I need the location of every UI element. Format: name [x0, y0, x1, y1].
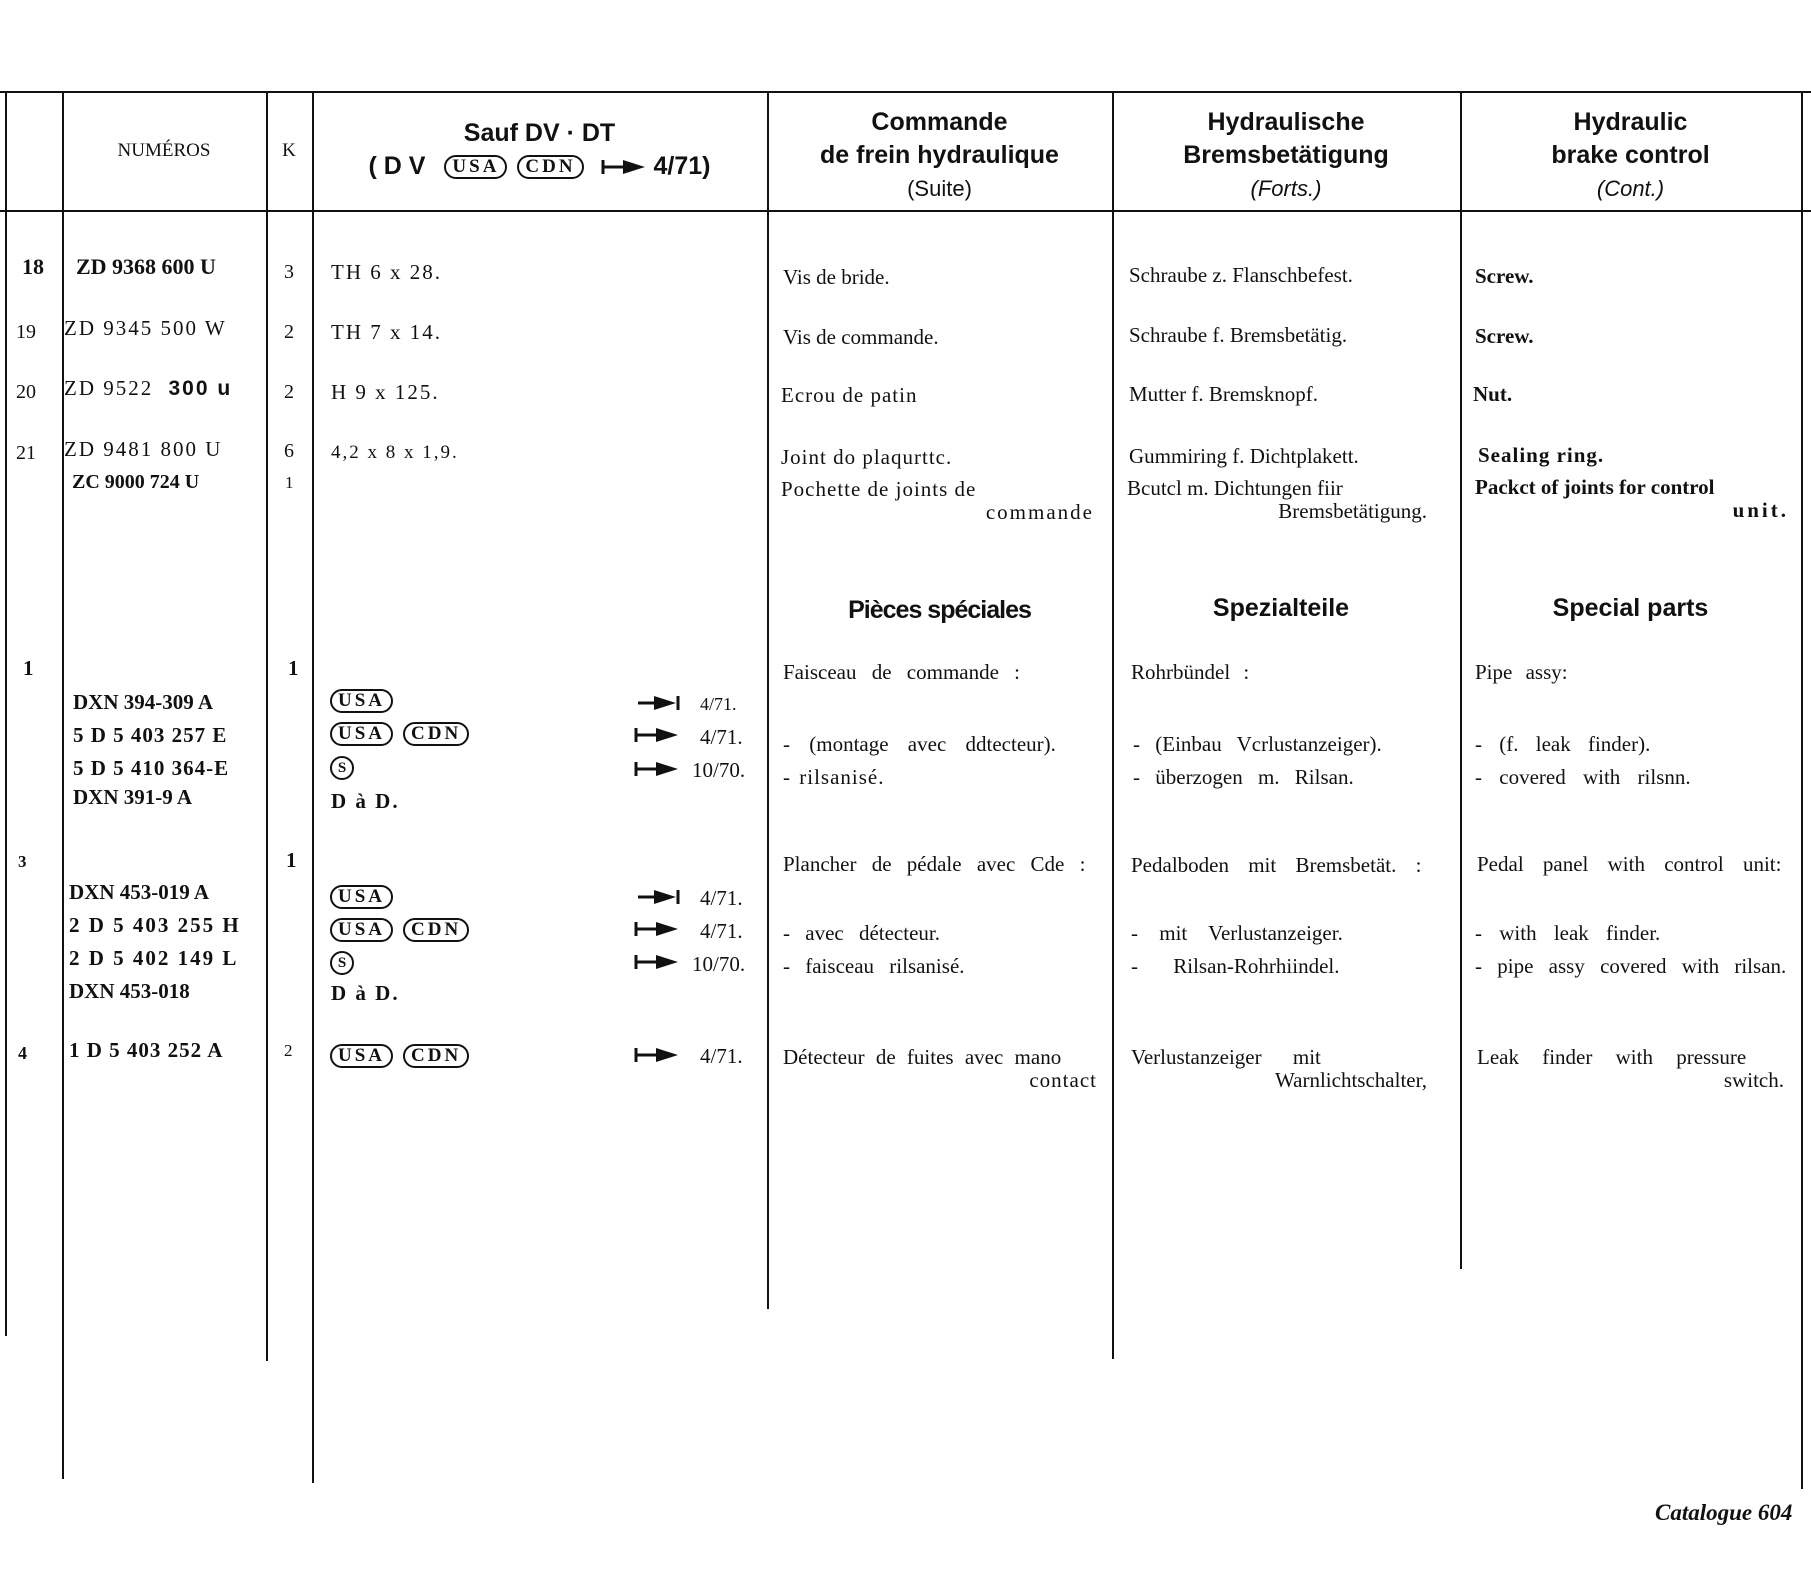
desc-de-line: - Rilsan-Rohrhiindel. [1131, 954, 1340, 978]
desc-de-line: - (Einbau Vcrlustanzeiger). [1133, 732, 1382, 756]
desc-en [1475, 476, 1789, 522]
arrow-from-icon [634, 920, 680, 938]
arrow-from-icon [634, 1046, 680, 1064]
dimension: H 9 x 125. [331, 380, 440, 404]
desc-en-line2: switch. [1723, 1068, 1784, 1092]
desc-de [1131, 1046, 1427, 1092]
part-number-suffix: 300 u [168, 377, 233, 400]
desc-en: Pipe assy: [1475, 660, 1568, 684]
header-de-line2: Bremsbetätigung [1183, 141, 1389, 169]
desc-de-list [1133, 728, 1382, 794]
desc-en: Pedal panel with control unit: [1477, 852, 1782, 876]
desc-de-line: - überzogen m. Rilsan. [1133, 765, 1354, 789]
header-fr [767, 106, 1112, 205]
header-sauf-right: 4/71) [653, 152, 711, 180]
desc-fr-line: - (montage avec ddtecteur). [783, 732, 1056, 756]
part-number: 2 D 5 403 255 H [69, 913, 241, 937]
desc-fr [781, 478, 1094, 524]
desc-fr-line: - rilsanisé. [783, 765, 885, 789]
applicability-row [330, 1044, 479, 1068]
part-number: ZD 9345 500 W [64, 316, 227, 340]
desc-en-list [1475, 917, 1786, 983]
desc-en [1477, 1046, 1784, 1092]
col-divider-4 [312, 91, 314, 1483]
usa-stamp-icon: USA [330, 722, 393, 746]
usa-stamp-icon: USA [330, 1044, 393, 1068]
header-sauf-line2 [312, 150, 767, 183]
dimension: 4,2 x 8 x 1,9. [331, 442, 459, 463]
cdn-stamp-icon: CDN [403, 722, 469, 746]
arrow-to-icon [636, 888, 682, 906]
desc-fr: Ecrou de patin [781, 383, 918, 407]
desc-en: Sealing ring. [1478, 443, 1605, 467]
desc-en: Nut. [1473, 382, 1513, 406]
item-number: 21 [16, 442, 36, 464]
col-divider-5 [767, 91, 769, 1309]
part-number-main: ZD 9522 [64, 376, 154, 400]
item-number: 3 [18, 852, 27, 871]
part-number: ZD 9368 600 U [76, 254, 216, 279]
col-divider-1 [5, 91, 7, 1336]
item-number: 20 [16, 381, 36, 403]
header-en-line2: brake control [1551, 141, 1710, 169]
desc-de: Gummiring f. Dichtplakett. [1129, 444, 1359, 468]
desc-fr-line1: Détecteur de fuites avec mano [783, 1045, 1062, 1069]
header-en-line1: Hydraulic [1573, 108, 1688, 136]
quantity: 2 [284, 321, 294, 343]
applicability-row [330, 689, 403, 713]
header-de-line1: Hydraulische [1207, 108, 1365, 136]
header-sauf-line1: Sauf DV · DT [463, 119, 616, 147]
part-number [64, 376, 232, 401]
quantity: 6 [284, 440, 294, 462]
desc-de [1127, 477, 1427, 523]
desc-de-line2: Warnlichtschalter, [1275, 1068, 1427, 1092]
header-fr-line2: de frein hydraulique [820, 141, 1059, 169]
catalogue-page-number: Catalogue 604 [1655, 1500, 1793, 1525]
desc-de: Pedalboden mit Bremsbetät. : [1131, 853, 1422, 877]
desc-en: Screw. [1475, 264, 1534, 288]
desc-de-line1: Bcutcl m. Dichtungen fiir [1127, 476, 1343, 500]
section-title-fr: Pièces spéciales [848, 596, 1031, 624]
quantity: 1 [285, 473, 294, 492]
arrow-from-icon [601, 158, 647, 176]
quantity: 2 [284, 381, 294, 403]
table-top-rule [0, 91, 1811, 93]
desc-en-line1: Leak finder with pressure [1477, 1045, 1747, 1069]
desc-en-line: - pipe assy covered with rilsan. [1475, 954, 1787, 978]
section-title-en: Special parts [1552, 594, 1709, 622]
header-sauf-left: ( D V [368, 152, 426, 180]
desc-de: Mutter f. Bremsknopf. [1129, 382, 1318, 406]
dimension: TH 6 x 28. [331, 260, 442, 284]
desc-fr-list [783, 917, 965, 983]
desc-fr-line1: Pochette de joints de [781, 477, 977, 501]
desc-fr-line: - avec détecteur. [783, 921, 940, 945]
desc-de-line1: Verlustanzeiger mit [1131, 1045, 1321, 1069]
part-number: DXN 453-019 A [69, 880, 209, 904]
desc-en-line2: unit. [1732, 498, 1789, 522]
part-number: 5 D 5 403 257 E [73, 723, 228, 747]
item-number: 4 [18, 1043, 27, 1063]
s-circle-icon: S [330, 756, 354, 780]
arrow-from-icon [634, 760, 680, 778]
date: 4/71. [700, 694, 737, 714]
desc-de-line: - mit Verlustanzeiger. [1131, 921, 1343, 945]
quantity: 1 [288, 656, 299, 680]
desc-de: Schraube f. Bremsbetätig. [1129, 323, 1348, 347]
desc-fr [783, 1046, 1097, 1092]
section-title-de: Spezialteile [1212, 594, 1350, 622]
date: 4/71. [700, 1044, 743, 1068]
col-divider-2 [62, 91, 64, 1479]
part-number: 2 D 5 402 149 L [69, 946, 239, 970]
item-number: 1 [23, 656, 34, 680]
item-number: 18 [22, 254, 44, 279]
part-number: ZD 9481 800 U [64, 437, 223, 461]
desc-fr-line2: contact [1029, 1068, 1097, 1092]
part-number: DXN 391-9 A [73, 785, 192, 809]
usa-stamp-icon: USA [330, 885, 393, 909]
desc-en-list [1475, 728, 1691, 794]
desc-fr: Vis de bride. [783, 265, 890, 289]
desc-fr: Vis de commande. [783, 325, 939, 349]
header-de [1112, 106, 1460, 205]
quantity: 3 [284, 261, 294, 283]
applicability-row [330, 885, 403, 909]
part-number: DXN 394-309 A [73, 690, 213, 714]
desc-fr-line: - faisceau rilsanisé. [783, 954, 965, 978]
cdn-stamp-icon: CDN [403, 1044, 469, 1068]
item-number: 19 [16, 321, 36, 343]
date: 10/70. [692, 758, 746, 782]
usa-stamp-icon: USA [330, 918, 393, 942]
header-fr-line1: Commande [871, 108, 1008, 136]
date: 4/71. [700, 886, 743, 910]
col-divider-6 [1112, 91, 1114, 1359]
usa-stamp-icon: USA [330, 689, 393, 713]
header-en [1460, 106, 1801, 205]
desc-de-line2: Bremsbetätigung. [1278, 499, 1427, 523]
arrow-from-icon [634, 953, 680, 971]
desc-fr: Joint do plaqurttc. [781, 445, 953, 469]
header-fr-sub: (Suite) [907, 176, 972, 201]
desc-de: Rohrbündel : [1131, 660, 1250, 684]
header-k: K [282, 140, 296, 161]
applicability-text: D à D. [331, 981, 400, 1005]
quantity: 1 [286, 848, 297, 872]
arrow-from-icon [634, 726, 680, 744]
header-sauf [312, 117, 767, 183]
arrow-to-icon [636, 694, 682, 712]
desc-en-line: - covered with rilsnn. [1475, 765, 1691, 789]
header-en-sub: (Cont.) [1596, 176, 1665, 201]
desc-de-list [1131, 917, 1343, 983]
applicability-row [330, 918, 479, 942]
s-circle-icon: S [330, 951, 354, 975]
col-divider-7 [1460, 91, 1462, 1269]
desc-fr-list [783, 728, 1056, 794]
part-list [73, 686, 229, 814]
applicability-text: D à D. [331, 789, 400, 813]
header-bottom-rule [0, 210, 1811, 212]
dimension: TH 7 x 14. [331, 320, 442, 344]
applicability-row [330, 951, 354, 975]
applicability-row [330, 722, 479, 746]
desc-fr-line2: commande [985, 500, 1094, 524]
desc-fr: Faisceau de commande : [783, 660, 1021, 684]
desc-en-line: - with leak finder. [1475, 921, 1661, 945]
date: 4/71. [700, 725, 743, 749]
desc-en-line: - (f. leak finder). [1475, 732, 1651, 756]
applicability-row [330, 756, 354, 780]
date: 4/71. [700, 919, 743, 943]
part-number: 1 D 5 403 252 A [69, 1038, 224, 1062]
quantity: 2 [284, 1041, 293, 1060]
header-de-sub: (Forts.) [1250, 176, 1322, 201]
cdn-stamp-icon: CDN [403, 918, 469, 942]
desc-en: Screw. [1475, 324, 1534, 348]
part-list [69, 876, 241, 1008]
col-divider-8 [1801, 91, 1803, 1489]
date: 10/70. [692, 952, 746, 976]
part-number: DXN 453-018 [69, 979, 190, 1003]
part-number: 5 D 5 410 364-E [73, 756, 230, 780]
desc-en-line1: Packct of joints for control [1475, 475, 1715, 499]
part-number: ZC 9000 724 U [72, 471, 200, 493]
header-numeros: NUMÉROS [117, 140, 211, 161]
usa-stamp-icon: USA [444, 155, 507, 179]
desc-de: Schraube z. Flanschbefest. [1129, 263, 1353, 287]
desc-fr: Plancher de pédale avec Cde : [783, 852, 1086, 876]
col-divider-3 [266, 91, 268, 1361]
cdn-stamp-icon: CDN [517, 155, 583, 179]
